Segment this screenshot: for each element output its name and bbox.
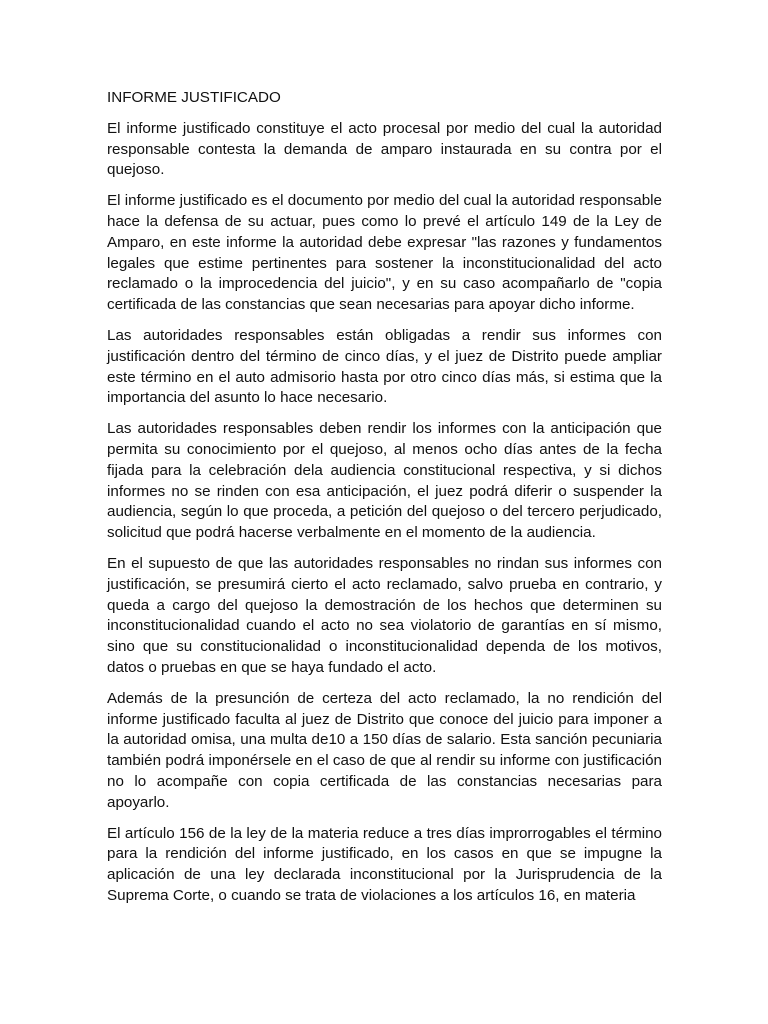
paragraph-definition: El informe justificado constituye el acto procesal por medio del cual la autoridad responsable contesta la demanda de amparo instaurada en su contra por el quejoso. xyxy=(107,119,662,179)
paragraph-article-156: El artículo 156 de la ley de la materia reduce a tres días improrrogables el término para la rendición del informe justificado, en los casos en que se impugne la aplicación de una ley declarada inconstitucional por la Jurisprudencia de la Suprema Corte, o cuando se trata de violaciones a los artículos 16, en materia xyxy=(107,824,662,904)
paragraph-penalty: Además de la presunción de certeza del acto reclamado, la no rendición del informe justificado faculta al juez de Distrito que conoce del juicio para imponer a la autoridad omisa, una multa de10 a 150 días de salario. Esta sanción pecuniaria también podrá imponérsele en el caso de que al rendir su informe con justificación no lo acompañe con copia certificada de las constancias necesarias para apoyarlo. xyxy=(107,689,662,811)
paragraph-presumption: En el supuesto de que las autoridades responsables no rindan sus informes con justificación, se presumirá cierto el acto reclamado, salvo prueba en contrario, y queda a cargo del quejoso la demostración de los hechos que determinen su inconstitucionalidad cuando el acto no sea violatorio de garantías en sí mismo, sino que su constitucionalidad o inconstitucionalidad dependa de los motivos, datos o pruebas en que se haya fundado el acto. xyxy=(107,554,662,676)
paragraph-article-149: El informe justificado es el documento por medio del cual la autoridad responsable hace la defensa de su actuar, pues como lo prevé el artículo 149 de la Ley de Amparo, en este informe la autoridad debe expresar "las razones y fundamentos legales que estime pertinentes para sostener la inconstitucionalidad del acto reclamado o la improcedencia del juicio", y en su caso acompañarlo de "copia certificada de las constancias que sean necesarias para apoyar dicho informe. xyxy=(107,192,662,314)
document-page xyxy=(107,88,662,917)
paragraph-term: Las autoridades responsables están obligadas a rendir sus informes con justificación dentro del término de cinco días, y el juez de Distrito puede ampliar este término en el auto admisorio hasta por otro cinco días más, si estima que la importancia del asunto lo hace necesario. xyxy=(107,326,662,407)
document-title: INFORME JUSTIFICADO xyxy=(107,89,281,106)
paragraph-anticipation: Las autoridades responsables deben rendir los informes con la anticipación que permita su conocimiento por el quejoso, al menos ocho días antes de la fecha fijada para la celebración dela audiencia constitucional respectiva, y si dichos informes no se rinden con esa anticipación, el juez podrá diferir o suspender la audiencia, según lo que proceda, a petición del quejoso o del tercero perjudicado, solicitud que podrá hacerse verbalmente en el momento de la audiencia. xyxy=(107,420,662,542)
